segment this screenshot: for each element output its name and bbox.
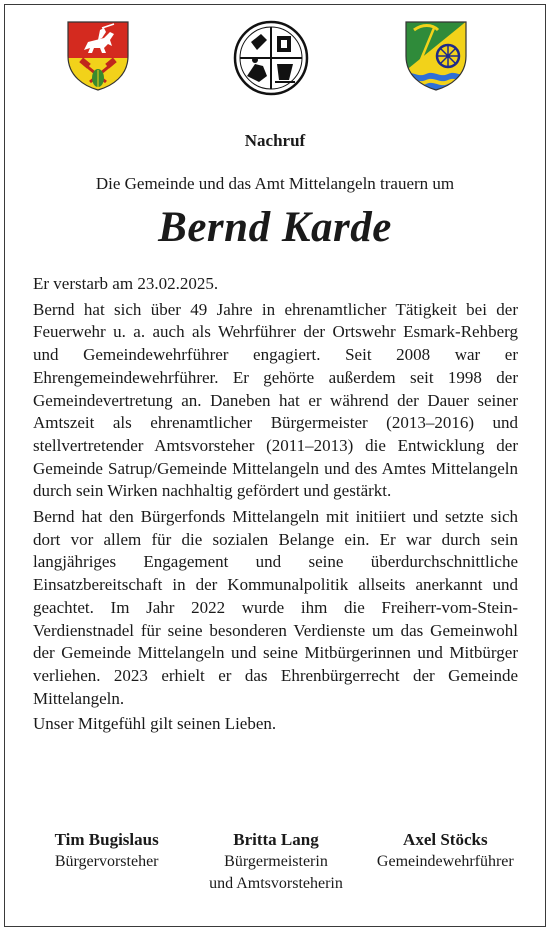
intro-line: Die Gemeinde und das Amt Mittelangeln trauern um: [95, 174, 455, 193]
signatory-name: Tim Bugislaus: [54, 830, 159, 849]
crest-icon: [66, 20, 130, 92]
paragraph: Bernd hat sich über 49 Jahre in ehrenamtlicher Tätigkeit bei der Feuerwehr u. a. auch als Wehrführer der Ortswehr Esmark-Rehberg und Gemeindewehrführer engagiert. Seit 2008 war er Ehrengemeindewehrführer. Er gehörte außerdem seit 1998 der Gemeindevertretung an. Daneben hat er während der Dauer seiner Amtszeit als ehrenamtlicher Bürgermeister (2013–2016) und stellvertretender Amtsvorsteher (2011–2013) die Entwicklung der Gemeinde Satrup/Gemeinde Mittelangeln und des Amtes Mittelangeln durch sein Wirken nachhaltig gefördert und gestärkt.: [33, 299, 518, 501]
signatory-role: Bürgervorsteher: [54, 853, 159, 870]
obituary-text: [33, 273, 518, 739]
crest-icon: [404, 20, 468, 92]
signature: [22, 829, 191, 895]
signatory-name: Axel Stöcks: [403, 830, 488, 849]
signatory-role: Bürgermeisterin und Amtsvorsteherin: [209, 853, 343, 892]
signature: [361, 829, 530, 895]
signatory-role: Gemeindewehrführer: [376, 853, 514, 870]
paragraph: Bernd hat den Bürgerfonds Mittelangeln mit initiiert und setzte sich dort vor allem für die sozialen Belange ein. Er war durch sein langjähriges Engagement und seine überdurchschnittliche Einsatzbereitschaft in der Kommunalpolitik allseits anerkannt und geachtet. Im Jahr 2022 wurde ihm die Freiherr-vom-Stein-Verdienstnadel für seine besonderen Verdienste um das Gemeinwohl der Gemeinde Mittelangeln und seine Mitbürgerinnen und Mitbürger verliehen. 2023 erhielt er das Ehrenbürgerrecht der Gemeinde Mittelangeln.: [33, 507, 518, 708]
paragraph: Er verstarb am 23.02.2025.: [33, 274, 219, 293]
notice-heading: Nachruf: [244, 131, 306, 150]
deceased-name: Bernd Karde: [158, 204, 392, 251]
signatures: [22, 829, 530, 895]
signature: [191, 829, 360, 895]
firefighter-emblem-icon: [233, 20, 309, 96]
paragraph: Unser Mitgefühl gilt seinen Lieben.: [33, 714, 277, 734]
signatory-name: Britta Lang: [233, 830, 319, 849]
